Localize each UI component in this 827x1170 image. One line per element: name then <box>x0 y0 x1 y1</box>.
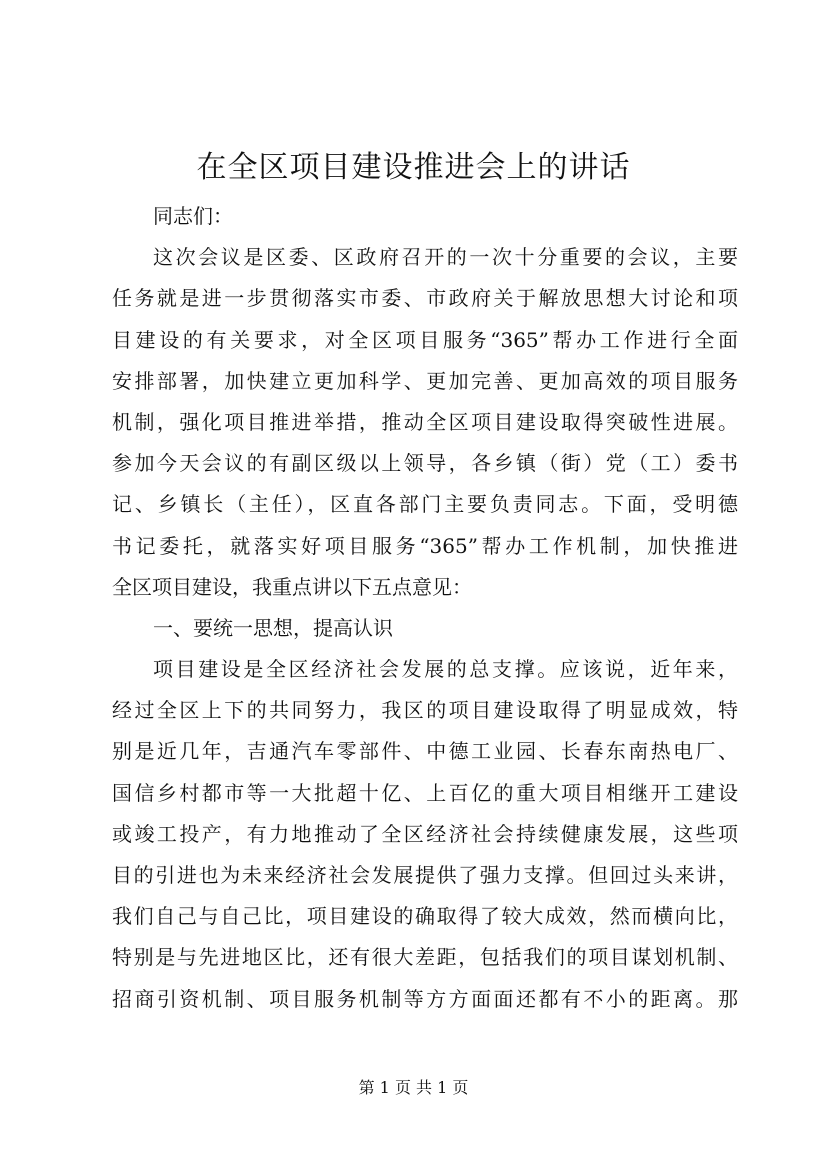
body-line: 全区项目建设，我重点讲以下五点意见： <box>112 574 472 599</box>
body-line: 我们自己与自己比，项目建设的确取得了较大成效，然而横向比， <box>112 904 738 929</box>
section-heading: 一、要统一思想，提高认识 <box>153 615 393 640</box>
page-footer: 第 1 页 共 1 页 <box>358 1078 469 1097</box>
body-line: 特别是与先进地区比，还有很大差距，包括我们的项目谋划机制、 <box>112 945 738 970</box>
body-line: 或竣工投产，有力地推动了全区经济社会持续健康发展，这些项 <box>112 821 738 846</box>
salutation-line: 同志们： <box>153 204 233 228</box>
body-line: 目建设的有关要求，对全区项目服务“365”帮办工作进行全面 <box>112 327 738 352</box>
body-line: 别是近几年，吉通汽车零部件、中德工业园、长春东南热电厂、 <box>112 739 738 764</box>
body-line: 记、乡镇长（主任），区直各部门主要负责同志。下面，受明德 <box>112 492 738 517</box>
body-line: 招商引资机制、项目服务机制等方方面面还都有不小的距离。那 <box>112 986 738 1011</box>
body-line: 参加今天会议的有副区级以上领导，各乡镇（街）党（工）委书 <box>112 451 738 476</box>
document-body <box>112 196 738 1020</box>
body-line: 项目建设是全区经济社会发展的总支撑。应该说，近年来， <box>153 657 738 682</box>
body-line: 目的引进也为未来经济社会发展提供了强力支撑。但回过头来讲， <box>112 863 738 887</box>
body-line: 机制，强化项目推进举措，推动全区项目建设取得突破性进展。 <box>112 409 738 434</box>
body-line: 这次会议是区委、区政府召开的一次十分重要的会议，主要 <box>153 245 738 270</box>
body-line: 经过全区上下的共同努力，我区的项目建设取得了明显成效，特 <box>112 698 738 723</box>
body-line: 国信乡村都市等一大批超十亿、上百亿的重大项目相继开工建设 <box>112 780 738 805</box>
body-line: 任务就是进一步贯彻落实市委、市政府关于解放思想大讨论和项 <box>112 286 738 311</box>
document-title: 在全区项目建设推进会上的讲话 <box>196 150 631 185</box>
body-line: 书记委托，就落实好项目服务“365”帮办工作机制，加快推进 <box>112 533 738 558</box>
body-line: 安排部署，加快建立更加科学、更加完善、更加高效的项目服务 <box>112 368 738 393</box>
